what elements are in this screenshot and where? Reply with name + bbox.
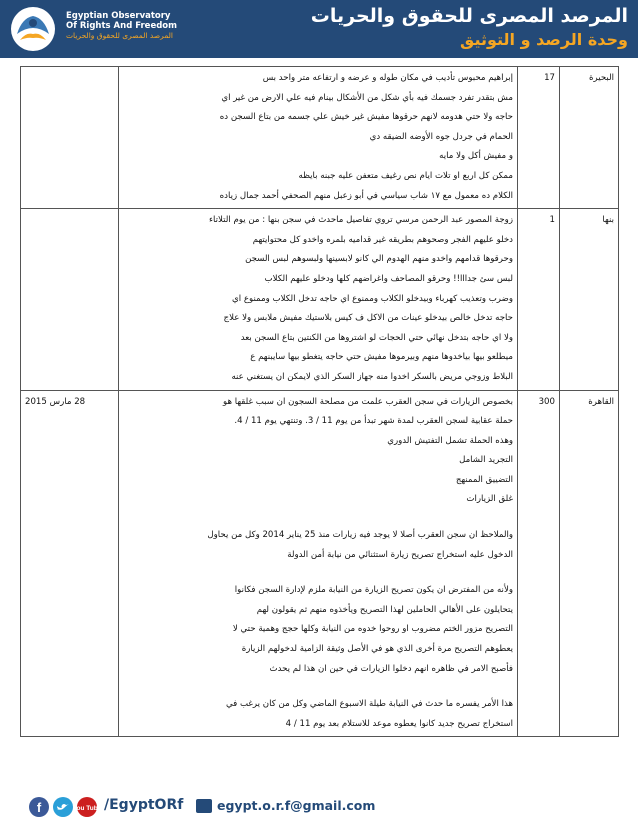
description-line: ولا اي حاجه بتدخل نهائي حتي الحجات لو اشتروها من الكنتين بتاع السجن بعد bbox=[240, 332, 513, 343]
report-table-body bbox=[21, 67, 619, 737]
description-line: و مفيش أكل ولا مايه bbox=[439, 151, 513, 162]
page-subtitle: وحدة الرصد و التوثيق bbox=[460, 30, 628, 49]
description-cell bbox=[119, 209, 518, 390]
description-line: ولأنه من المفترض ان يكون تصريح الزيارة من النيابة ملزم لإدارة السجن فكانوا bbox=[234, 585, 513, 596]
date-cell: 28 مارس 2015 bbox=[21, 390, 119, 737]
description-line: التصريح مزور الختم مضروب او روحوا خدوه من النيابة وكلها حجج وهمية حتي لا bbox=[232, 624, 513, 635]
description-line: حاجه تدخل خالص بيدخلو عينات من الاكل ف كيس بلاستيك مفيش ملابس ولا علاج bbox=[223, 313, 513, 324]
description-line: حاجه ولا حتي هدومه لانهم حرقوها مفيش غير خيش علي جسمه من بتاع السجن ده bbox=[219, 112, 513, 123]
observatory-emblem-icon bbox=[8, 4, 58, 54]
description-line: دخلو عليهم الفجر وصحوهم بطريقه غير قداميه بلمره واخدو كل محتوايتهم bbox=[252, 234, 513, 245]
description-line: غلق الزيارات bbox=[466, 494, 513, 505]
contact-email[interactable]: egypt.o.r.f@gmail.com bbox=[217, 798, 376, 813]
description-line: التضييق الممنهج bbox=[455, 474, 513, 485]
description-line: ممكن كل اربع او تلات ايام نص رغيف متعفن عليه جبنه بايظه bbox=[298, 170, 513, 181]
svg-text:f: f bbox=[36, 800, 42, 815]
count-cell: 17 bbox=[518, 67, 560, 209]
date-cell bbox=[21, 67, 119, 209]
facebook-icon[interactable] bbox=[29, 797, 49, 817]
description-line: والملاحظ ان سجن العقرب أصلا لا يوجد فيه زيارات منذ 25 يناير 2014 وكل من يحاول bbox=[207, 530, 513, 541]
description-cell bbox=[119, 390, 518, 737]
description-line: الحمام في جردل جوه الأوضه الضيقه دي bbox=[369, 131, 513, 142]
description-line: الدخول عليه استخراج تصريح زيارة استثنائي من نيابة أمن الدولة bbox=[287, 549, 513, 560]
logo bbox=[8, 4, 188, 54]
description-line: زوجة المصور عبد الرحمن مرسي تروي تفاصيل ماحدث في سجن بنها : من يوم التلاتاء bbox=[209, 215, 513, 226]
description-line: التجريد الشامل bbox=[459, 455, 513, 466]
table-row bbox=[21, 67, 619, 209]
page-footer bbox=[0, 788, 638, 826]
description-line: هذا الأمر يفسره ما حدث في النيابة طيلة الاسبوع الماضي وكل من كان يرغب في bbox=[225, 699, 513, 710]
description-line: وحرقوها قدامهم واخدو منهم الهدوم الي كانو لابسينها ولبسوهم لبس السجن bbox=[245, 254, 513, 265]
description-line: إبراهيم محبوس تأديب في مكان طوله و عرضه و ارتفاعه متر واحد بس bbox=[262, 73, 513, 83]
logo-english-line-2: Of Rights And Freedom bbox=[66, 20, 177, 31]
description-line: ميطلعو بيها بياخدوها منهم وبيرموها مفيش حتي حاجه يتغطو بيها سايبنهم ع bbox=[250, 352, 513, 363]
description-line: مش بتقدر تفرد جسمك فيه بأي شكل من الأشكال بينام فيه علي الارض من غير اي bbox=[221, 92, 513, 103]
description-cell bbox=[119, 67, 518, 209]
governorate-cell: القاهرة bbox=[560, 390, 619, 737]
youtube-icon[interactable] bbox=[73, 797, 102, 817]
paragraph-spacer bbox=[123, 679, 513, 695]
table-row bbox=[21, 209, 619, 390]
twitter-icon[interactable] bbox=[53, 797, 73, 817]
description-line: حملة عقابية لسجن العقرب لمدة شهر تبدأ من يوم 11 / 3. وتنتهي يوم 11 / 4. bbox=[234, 416, 513, 427]
youtube-label: You Tube bbox=[72, 805, 102, 812]
description-line: الكلام ده معمول مع ١٧ شاب سياسي في أبو زعبل منهم الصحفي أحمد جمال زياده bbox=[219, 190, 513, 201]
governorate-cell: البحيرة bbox=[560, 67, 619, 209]
page-title: المرصد المصرى للحقوق والحريات bbox=[310, 5, 628, 27]
email-icon bbox=[196, 799, 212, 813]
description-line: يعطوهم التصريح مرة أخرى الذي هو في الأصل وثيقة الزامية لدخولهم الزيارة bbox=[241, 644, 513, 655]
logo-text bbox=[66, 12, 177, 40]
logo-arabic: المرصد المصرى للحقوق والحريات bbox=[66, 30, 174, 40]
paragraph-spacer bbox=[123, 565, 513, 581]
social-icons bbox=[28, 796, 108, 818]
logo-english-line-1: Egyptian Observatory bbox=[66, 11, 171, 21]
description-line: وضرب وتعذيب كهرباء وبيدخلو الكلاب وممنوع اي حاجه تدخل الكلاب وممنوع اي bbox=[232, 293, 513, 304]
description-line: يتحايلون على الأهالي الحاملين لهذا التصريح ويأخذوه منهم ثم يقولون لهم bbox=[256, 604, 513, 615]
count-cell: 300 bbox=[518, 390, 560, 737]
table-row bbox=[21, 390, 619, 737]
description-line: فأصبح الامر في ظاهره انهم دخلوا الزيارات في حين ان هذا لم يحدث bbox=[269, 663, 513, 674]
governorate-cell: بنها bbox=[560, 209, 619, 390]
description-line: لبس سئ جدااا!! وحرقو المصاحف واغراضهم كلها ودخلو عليهم الكلاب bbox=[264, 273, 513, 284]
description-line: استخراج تصريح جديد كانوا يعطوه موعد للاستلام بعد يوم 11 / 4 bbox=[285, 718, 513, 729]
social-handle[interactable]: /EgyptORf bbox=[104, 797, 184, 813]
report-table bbox=[20, 66, 619, 737]
description-line: بخصوص الزيارات في سجن العقرب علمت من مصلحة السجون ان سبب غلقها هو bbox=[223, 396, 513, 407]
count-cell: 1 bbox=[518, 209, 560, 390]
date-cell bbox=[21, 209, 119, 390]
description-line: وهذه الحملة تشمل التفتيش الدوري bbox=[387, 435, 513, 446]
page-header bbox=[0, 0, 638, 58]
description-line: البلاط وزوجي مريض بالسكر اخدوا منه جهاز السكر الذي لايمكن ان يستغني عنه bbox=[231, 371, 513, 382]
paragraph-spacer bbox=[123, 510, 513, 526]
